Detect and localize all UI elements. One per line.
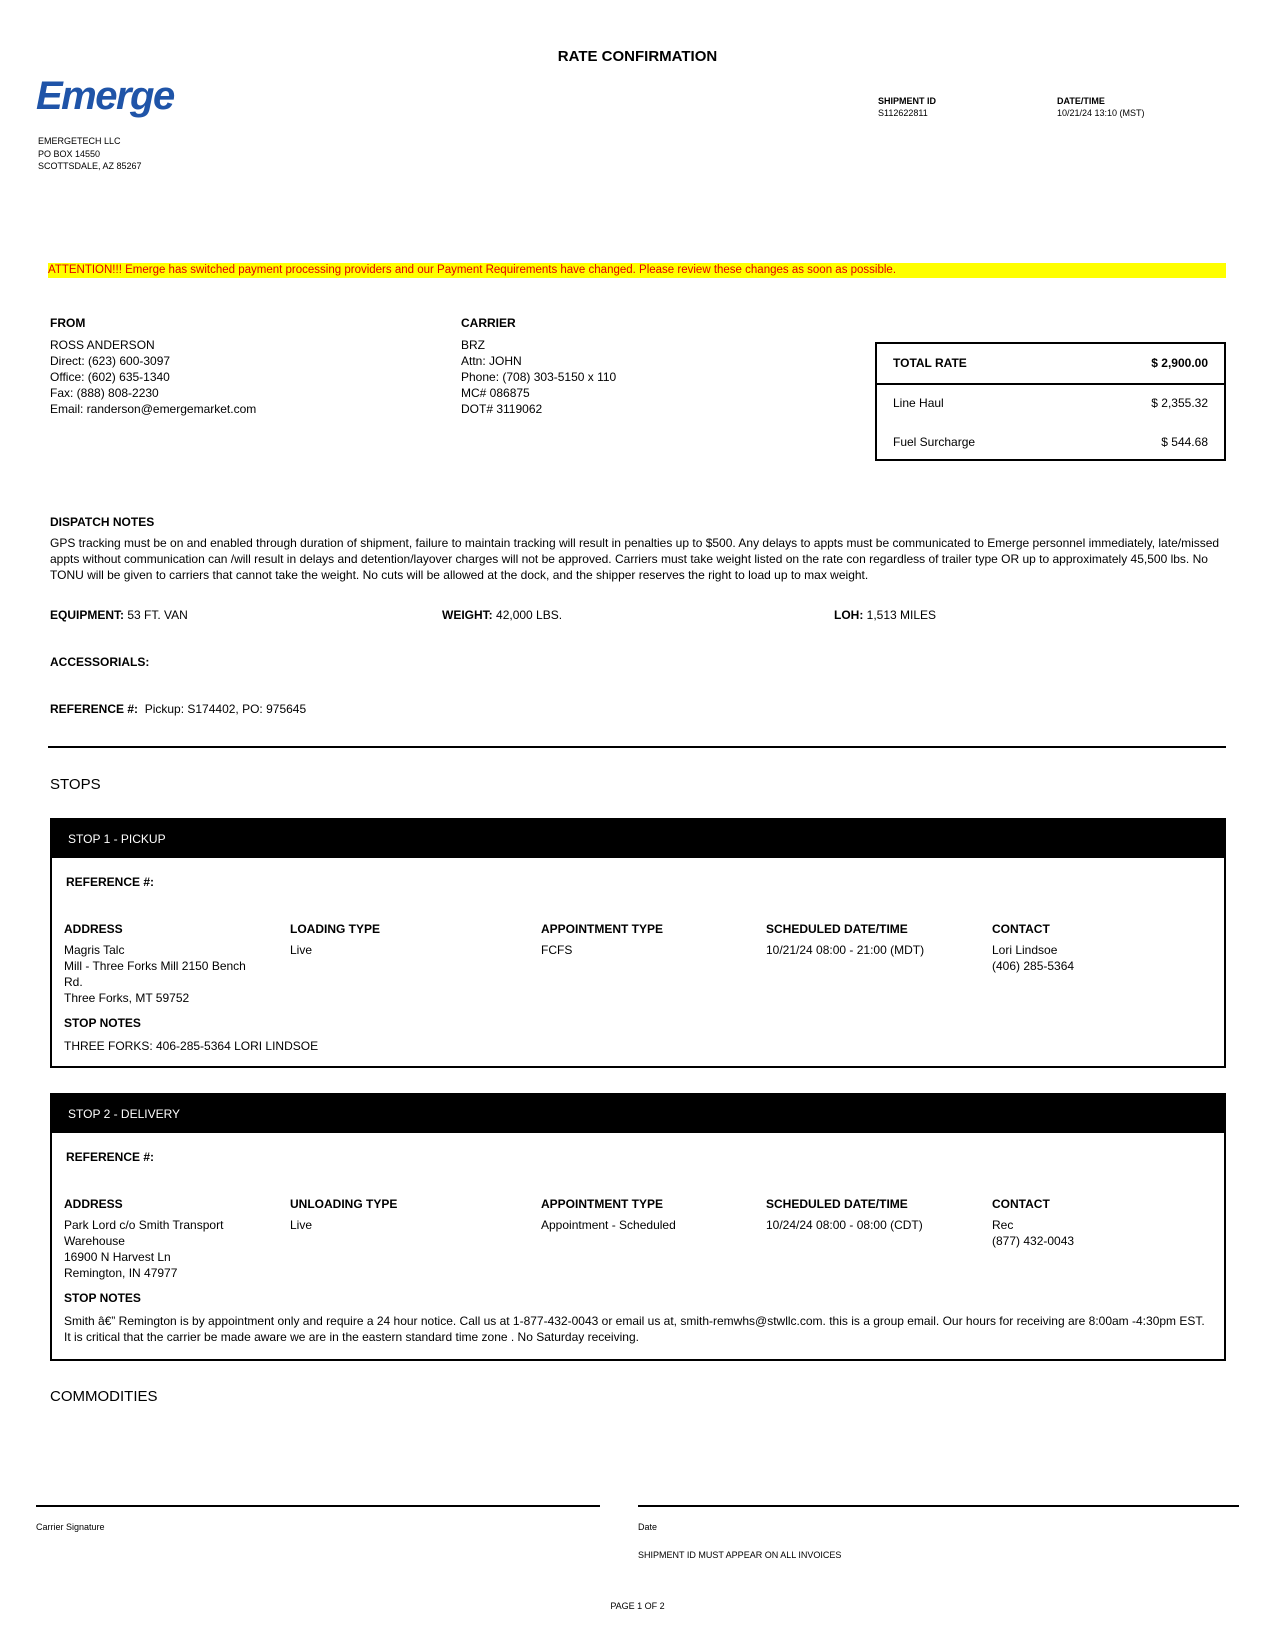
loh-value: 1,513 MILES bbox=[866, 608, 937, 622]
line-haul-row bbox=[893, 396, 1208, 410]
carrier-mc: MC# 086875 bbox=[461, 386, 530, 400]
reference-label: REFERENCE #: bbox=[50, 702, 139, 716]
dispatch-notes-label: DISPATCH NOTES bbox=[50, 515, 155, 529]
loh-label: LOH: bbox=[834, 608, 864, 622]
rate-divider bbox=[877, 383, 1224, 385]
stop-notes-label: STOP NOTES bbox=[64, 1291, 141, 1305]
carrier-label: CARRIER bbox=[461, 316, 516, 330]
address-line: Warehouse bbox=[64, 1234, 125, 1248]
fuel-surcharge-row bbox=[893, 435, 1208, 449]
appointment-type-value: Appointment - Scheduled bbox=[541, 1218, 676, 1232]
contact-label: CONTACT bbox=[992, 922, 1050, 936]
scheduled-datetime-value: 10/24/24 08:00 - 08:00 (CDT) bbox=[766, 1218, 923, 1232]
page-number: PAGE 1 OF 2 bbox=[610, 1601, 665, 1611]
contact-label: CONTACT bbox=[992, 1197, 1050, 1211]
stop-header: STOP 2 - DELIVERY bbox=[52, 1095, 1224, 1133]
line-haul-label: Line Haul bbox=[893, 396, 944, 410]
carrier-lines bbox=[461, 337, 616, 417]
total-rate-value: $ 2,900.00 bbox=[1151, 356, 1208, 370]
loading-type-label: LOADING TYPE bbox=[290, 922, 381, 936]
weight-field bbox=[442, 607, 562, 623]
equipment-value: 53 FT. VAN bbox=[127, 608, 188, 622]
stop-reference-label: REFERENCE #: bbox=[66, 875, 155, 889]
address-value bbox=[64, 942, 264, 1006]
company-logo: Emerge bbox=[36, 74, 174, 118]
stop-notes-text: THREE FORKS: 406-285-5364 LORI LINDSOE bbox=[64, 1039, 319, 1053]
fuel-surcharge-label: Fuel Surcharge bbox=[893, 435, 976, 449]
from-lines bbox=[50, 337, 256, 417]
datetime-value: 10/21/24 13:10 (MST) bbox=[1057, 108, 1145, 118]
contact-name: Lori Lindsoe bbox=[992, 943, 1058, 957]
total-rate-row bbox=[893, 356, 1208, 370]
address-line: Three Forks, MT 59752 bbox=[64, 991, 190, 1005]
from-name: ROSS ANDERSON bbox=[50, 338, 155, 352]
line-haul-value: $ 2,355.32 bbox=[1151, 396, 1208, 410]
address-line: Remington, IN 47977 bbox=[64, 1266, 178, 1280]
appointment-type-label: APPOINTMENT TYPE bbox=[541, 922, 664, 936]
weight-value: 42,000 LBS. bbox=[496, 608, 563, 622]
datetime-block bbox=[1057, 96, 1145, 118]
stops-heading: STOPS bbox=[50, 776, 101, 793]
datetime-label: DATE/TIME bbox=[1057, 96, 1105, 106]
dispatch-notes-text: GPS tracking must be on and enabled through duration of shipment, failure to maintain tracking will result in penalties up to $500. Any delays to appts must be communicated to Emerge personnel immediately, late/missed appts without communication can /will result in delays and detention/layover charges will not be approved. Carriers must take weight listed on the rate con regardless of trailer type OR up to approximately 45,500 lbs. No TONU will be given to carriers that cannot take the weight. No cuts will be allowed at the dock, and the shipper reserves the right to load up to max weight. bbox=[50, 536, 1220, 582]
loh-field bbox=[834, 607, 936, 623]
equipment-field bbox=[50, 607, 188, 623]
scheduled-datetime-value: 10/21/24 08:00 - 21:00 (MDT) bbox=[766, 943, 925, 957]
signature-line bbox=[36, 1505, 600, 1507]
appointment-type-value: FCFS bbox=[541, 943, 573, 957]
from-direct: Direct: (623) 600-3097 bbox=[50, 354, 171, 368]
carrier-attn: Attn: JOHN bbox=[461, 354, 522, 368]
company-name: EMERGETECH LLC bbox=[38, 136, 121, 146]
stop-notes-label: STOP NOTES bbox=[64, 1016, 141, 1030]
commodities-heading: COMMODITIES bbox=[50, 1388, 158, 1405]
stop-notes-text: Smith â€” Remington is by appointment only and require a 24 hour notice. Call us at 1-877-432-0043 or email us at, smith-remwhs@stwllc.com. this is a group email. Our hours for receiving are 8:00am -4:30pm EST. It is critical that the carrier be made aware we are in the eastern standard time zone . No Saturday receiving. bbox=[64, 1314, 1205, 1344]
contact-phone: (877) 432-0043 bbox=[992, 1234, 1075, 1248]
reference-value: Pickup: S174402, PO: 975645 bbox=[144, 702, 307, 716]
company-po-box: PO BOX 14550 bbox=[38, 148, 101, 159]
shipment-id-value: S112622811 bbox=[878, 108, 928, 118]
contact-value bbox=[992, 1217, 1074, 1249]
address-line: Magris Talc bbox=[64, 943, 125, 957]
accessorials-label: ACCESSORIALS: bbox=[50, 655, 150, 669]
address-line: Mill - Three Forks Mill 2150 Bench bbox=[64, 959, 246, 973]
address-line: Park Lord c/o Smith Transport bbox=[64, 1218, 224, 1232]
carrier-dot: DOT# 3119062 bbox=[461, 402, 543, 416]
shipment-id-label: SHIPMENT ID bbox=[878, 96, 937, 106]
weight-label: WEIGHT: bbox=[442, 608, 493, 622]
signature-label: Carrier Signature bbox=[36, 1522, 105, 1532]
section-divider bbox=[48, 746, 1226, 748]
equipment-label: EQUIPMENT: bbox=[50, 608, 125, 622]
stop-card bbox=[50, 818, 1226, 1068]
carrier-name: BRZ bbox=[461, 338, 485, 352]
address-label: ADDRESS bbox=[64, 922, 123, 936]
contact-name: Rec bbox=[992, 1218, 1014, 1232]
rate-summary-box bbox=[875, 342, 1226, 461]
stop-reference-label: REFERENCE #: bbox=[66, 1150, 155, 1164]
total-rate-label: TOTAL RATE bbox=[893, 356, 967, 370]
scheduled-datetime-label: SCHEDULED DATE/TIME bbox=[766, 1197, 908, 1211]
date-label: Date bbox=[638, 1522, 658, 1532]
stop-header: STOP 1 - PICKUP bbox=[52, 820, 1224, 858]
page-title: RATE CONFIRMATION bbox=[557, 48, 718, 65]
reference-field bbox=[50, 701, 306, 717]
loading-type-value: Live bbox=[290, 943, 313, 957]
unloading-type-label: UNLOADING TYPE bbox=[290, 1197, 398, 1211]
scheduled-datetime-label: SCHEDULED DATE/TIME bbox=[766, 922, 908, 936]
fuel-surcharge-value: $ 544.68 bbox=[1161, 435, 1208, 449]
invoice-note: SHIPMENT ID MUST APPEAR ON ALL INVOICES bbox=[638, 1550, 842, 1560]
address-label: ADDRESS bbox=[64, 1197, 123, 1211]
attention-banner: ATTENTION!!! Emerge has switched payment processing providers and our Payment Requirements have changed. Please review these changes as soon as possible. bbox=[48, 263, 1226, 278]
from-section bbox=[50, 316, 256, 417]
shipment-id-block bbox=[878, 96, 936, 118]
appointment-type-label: APPOINTMENT TYPE bbox=[541, 1197, 664, 1211]
address-line: 16900 N Harvest Ln bbox=[64, 1250, 171, 1264]
date-line bbox=[638, 1505, 1239, 1507]
company-address bbox=[38, 135, 142, 173]
carrier-phone: Phone: (708) 303-5150 x 110 bbox=[461, 370, 617, 384]
from-office: Office: (602) 635-1340 bbox=[50, 370, 170, 384]
company-city: SCOTTSDALE, AZ 85267 bbox=[38, 161, 142, 171]
unloading-type-value: Live bbox=[290, 1218, 313, 1232]
carrier-section bbox=[461, 316, 616, 417]
from-label: FROM bbox=[50, 316, 86, 330]
address-line: Rd. bbox=[64, 975, 83, 989]
address-value bbox=[64, 1217, 264, 1281]
from-fax: Fax: (888) 808-2230 bbox=[50, 386, 159, 400]
from-email: Email: randerson@emergemarket.com bbox=[50, 402, 257, 416]
contact-phone: (406) 285-5364 bbox=[992, 959, 1075, 973]
stop-card bbox=[50, 1093, 1226, 1361]
contact-value bbox=[992, 942, 1074, 974]
